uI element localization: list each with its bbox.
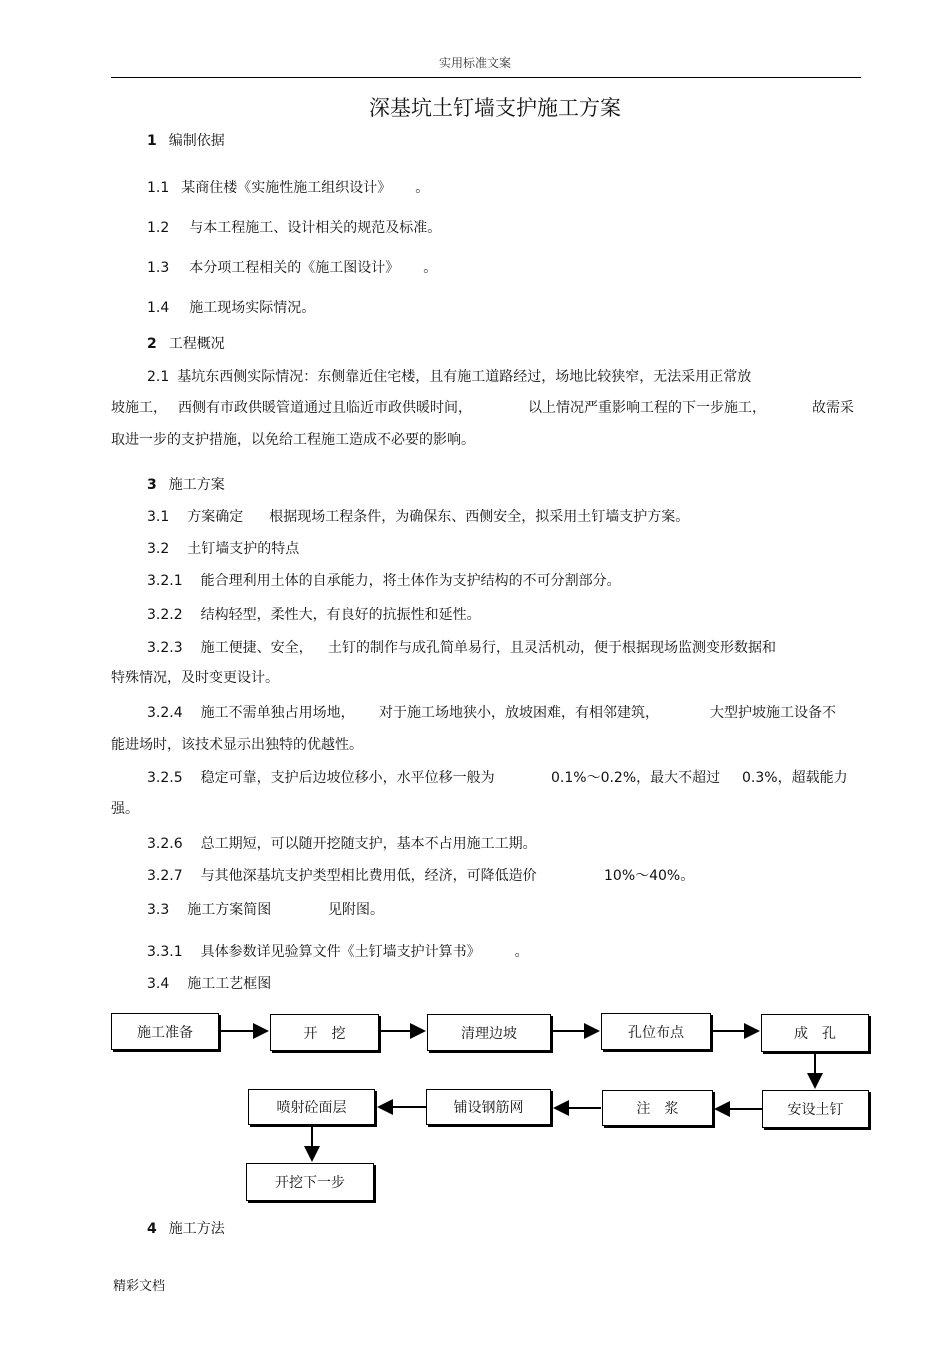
item-text: 基坑东西侧实际情况：东侧靠近住宅楼，且有施工道路经过，场地比较狭窄，无法采用正常放 bbox=[177, 369, 752, 385]
section-label: 施工方法 bbox=[168, 1221, 225, 1237]
item-number: 1.2 bbox=[147, 220, 170, 236]
item-text: 本分项工程相关的《施工图设计》 bbox=[189, 260, 400, 276]
item-text-b: 根据现场工程条件，为确保东、西侧安全，拟采用土钉墙支护方案。 bbox=[269, 509, 690, 525]
item-number: 3.2 bbox=[147, 541, 170, 557]
page-header: 实用标准文案 bbox=[438, 56, 511, 70]
item-text: 土钉墙支护的特点 bbox=[187, 541, 300, 557]
item-text: 与本工程施工、设计相关的规范及标准。 bbox=[189, 220, 442, 236]
item-2-1-line2a: 坡施工， bbox=[111, 400, 167, 416]
item-number: 3.4 bbox=[147, 976, 170, 992]
item-text-a: 施工方案简图 bbox=[187, 902, 272, 918]
item-2-1-line2b: 西侧有市政供暖管道通过且临近市政供暖时间， bbox=[178, 400, 472, 416]
item-number: 3.2.2 bbox=[147, 607, 183, 623]
item-3-2-3-text-b: 土钉的制作与成孔简单易行，且灵活机动，便于根据现场监测变形数据和 bbox=[328, 640, 776, 656]
item-3-2-4-text-b: 对于施工场地狭小，放坡困难，有相邻建筑， bbox=[379, 705, 659, 721]
flow-box-clean: 清理边坡 bbox=[427, 1014, 551, 1051]
page-footer: 精彩文档 bbox=[113, 1279, 166, 1294]
flow-box-grout: 注 浆 bbox=[602, 1090, 713, 1126]
document-title: 深基坑土钉墙支护施工方案 bbox=[369, 96, 621, 120]
flow-box-prep: 施工准备 bbox=[111, 1013, 219, 1050]
item-3-3-text-b: 见附图。 bbox=[328, 902, 384, 918]
section-label: 工程概况 bbox=[168, 336, 225, 352]
item-number: 1.1 bbox=[147, 180, 170, 196]
flow-box-nail: 安设土钉 bbox=[762, 1090, 869, 1128]
item-text: 施工工艺框图 bbox=[187, 976, 272, 992]
section-4-heading bbox=[147, 1220, 225, 1238]
item-3-2-3-line2: 特殊情况，及时变更设计。 bbox=[111, 670, 279, 686]
section-number: 1 bbox=[147, 133, 157, 149]
item-number: 3.3.1 bbox=[147, 944, 183, 960]
item-3-2-5-text-b: 0.1%～0.2%，最大不超过 bbox=[551, 770, 721, 786]
item-tail: 。 bbox=[415, 180, 430, 196]
item-tail: 。 bbox=[423, 260, 438, 276]
item-number: 1.3 bbox=[147, 260, 170, 276]
item-2-1-line2c: 以上情况严重影响工程的下一步施工， bbox=[528, 400, 766, 416]
item-text: 具体参数详见验算文件《土钉墙支护计算书》 bbox=[200, 944, 481, 960]
item-text: 总工期短，可以随开挖随支护，基本不占用施工工期。 bbox=[200, 836, 537, 852]
section-number: 4 bbox=[147, 1221, 157, 1237]
item-3-2-7-text-b: 10%～40%。 bbox=[604, 868, 695, 884]
item-2-1-line3: 取进一步的支护措施，以免给工程施工造成不必要的影响。 bbox=[111, 432, 475, 448]
item-3-2-4-text-c: 大型护坡施工设备不 bbox=[710, 705, 836, 721]
item-3-2-4-line2: 能进场时，该技术显示出独特的优越性。 bbox=[111, 737, 363, 753]
item-3-2-5-line2: 强。 bbox=[111, 801, 139, 817]
item-text-a: 施工便捷、安全， bbox=[200, 640, 313, 656]
section-number: 2 bbox=[147, 336, 157, 352]
flow-box-dig: 开 挖 bbox=[270, 1014, 379, 1051]
item-2-1-line2d: 故需采 bbox=[812, 400, 854, 416]
item-text: 某商住楼《实施性施工组织设计》 bbox=[181, 180, 392, 196]
item-number: 2.1 bbox=[147, 369, 170, 385]
section-label: 编制依据 bbox=[168, 133, 225, 149]
item-text-a: 与其他深基坑支护类型相比费用低，经济，可降低造价 bbox=[200, 868, 537, 884]
item-number: 1.4 bbox=[147, 300, 170, 316]
flow-box-next: 开挖下一步 bbox=[246, 1163, 374, 1201]
section-label: 施工方案 bbox=[168, 477, 225, 493]
flow-box-spray: 喷射砼面层 bbox=[248, 1089, 375, 1125]
item-number: 3.2.6 bbox=[147, 836, 183, 852]
flow-box-hole: 成 孔 bbox=[761, 1014, 869, 1052]
item-text: 施工现场实际情况。 bbox=[189, 300, 316, 316]
item-text: 能合理利用土体的自承能力，将土体作为支护结构的不可分割部分。 bbox=[200, 573, 621, 589]
item-number: 3.2.4 bbox=[147, 705, 183, 721]
item-3-2-5-text-c: 0.3%，超载能力 bbox=[742, 770, 848, 786]
item-number: 3.3 bbox=[147, 902, 170, 918]
item-number: 3.2.3 bbox=[147, 640, 183, 656]
flow-box-mesh: 铺设钢筋网 bbox=[426, 1089, 551, 1125]
item-number: 3.2.5 bbox=[147, 770, 183, 786]
item-number: 3.1 bbox=[147, 509, 170, 525]
item-text: 结构轻型，柔性大，有良好的抗振性和延性。 bbox=[200, 607, 481, 623]
item-text-a: 方案确定 bbox=[187, 509, 244, 525]
item-number: 3.2.1 bbox=[147, 573, 183, 589]
item-number: 3.2.7 bbox=[147, 868, 183, 884]
item-text-a: 施工不需单独占用场地， bbox=[200, 705, 355, 721]
item-text-a: 稳定可靠，支护后边坡位移小，水平位移一般为 bbox=[200, 770, 495, 786]
section-number: 3 bbox=[147, 477, 157, 493]
item-tail: 。 bbox=[514, 944, 529, 960]
flow-box-layout: 孔位布点 bbox=[601, 1013, 711, 1050]
